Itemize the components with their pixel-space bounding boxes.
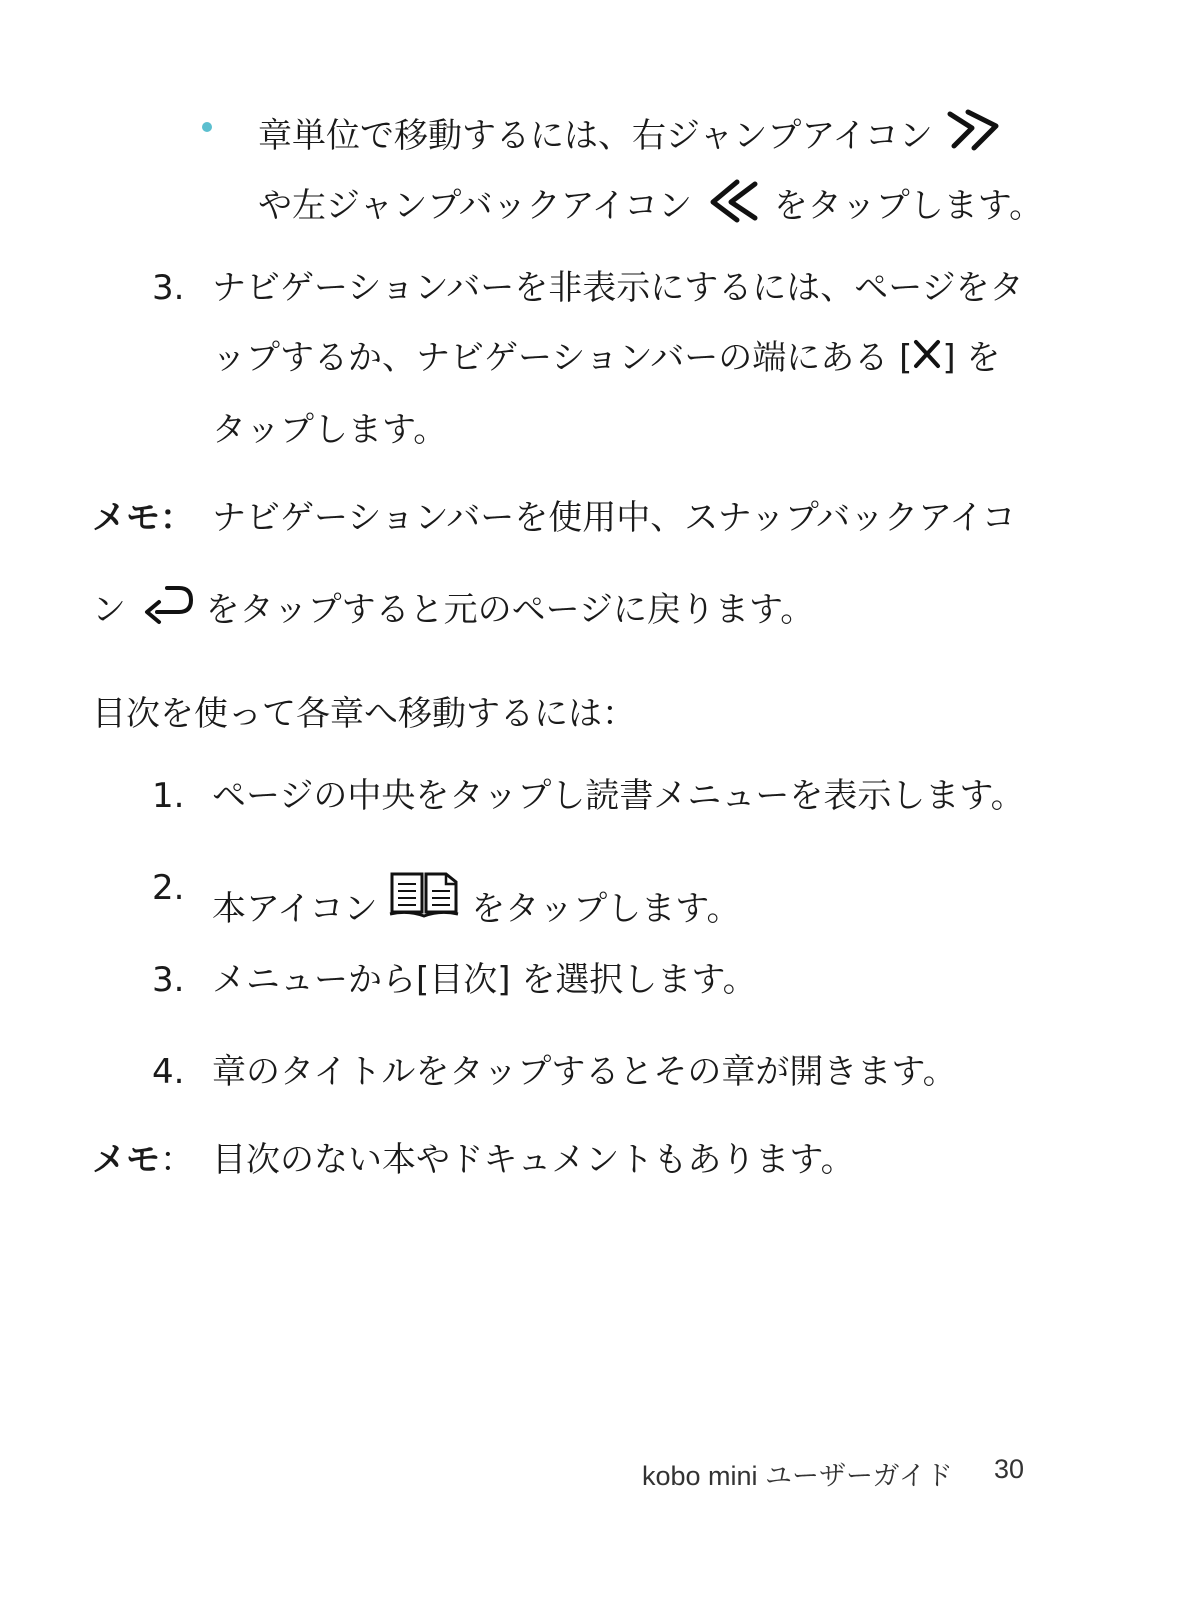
step-3-line-2 [212,336,1000,383]
toc-step-1-text: ページの中央をタップし読書メニューを表示します。 [212,776,1025,816]
double-chevron-right-icon [944,106,1004,169]
footer-guide-title: kobo mini ユーザーガイド [642,1461,953,1491]
memo-1-text-2a: ン [92,590,126,630]
toc-step-3-number: 3. [152,960,185,1000]
memo-1-text-2b: をタップすると元のページに戻ります。 [205,590,815,630]
toc-step-2-text-a: 本アイコン [212,889,378,929]
toc-intro: 目次を使って各章へ移動するには： [92,694,636,734]
step-3-line-3: タップします。 [212,410,448,450]
toc-step-4-number: 4. [152,1052,185,1092]
toc-step-3-text: メニューから[目次] を選択します。 [212,960,757,1000]
bullet-dot [202,122,212,132]
memo-2-label: メモ [92,1140,160,1180]
step-3-text-2b: ] を [942,338,1001,378]
toc-step-1-number: 1. [152,776,185,816]
bullet-text-2b: をタップします。 [773,186,1044,226]
toc-step-4-text: 章のタイトルをタップするとその章が開きます。 [212,1052,957,1092]
bullet-text-2a: や左ジャンプバックアイコン [258,186,693,226]
bullet-line-2 [258,176,1043,239]
memo-2-label-line [92,1138,194,1182]
open-book-icon [388,866,460,931]
step-3-line-1: ナビゲーションバーを非表示にするには、ページをタ [212,268,1024,308]
snap-back-arrow-icon [137,582,195,641]
bullet-line-1 [258,106,1004,169]
step-3-number: 3. [152,268,185,308]
toc-step-2-text-b: をタップします。 [471,889,741,929]
toc-step-2-line [212,866,741,931]
close-x-icon [912,336,942,383]
memo-1-line-1: ナビゲーションバーを使用中、スナップバックアイコ [212,498,1016,538]
toc-step-2-number: 2. [152,868,185,908]
memo-2-colon: ： [160,1140,194,1180]
memo-label: メモ： [92,498,194,538]
bullet-text-1: 章単位で移動するには、右ジャンプアイコン [258,116,933,156]
double-chevron-left-icon [703,176,763,239]
memo-1-line-2 [92,582,814,641]
step-3-text-2a: ップするか、ナビゲーションバーの端にある [ [212,338,913,378]
footer-page-number: 30 [994,1454,1025,1484]
memo-2-text: 目次のない本やドキュメントもあります。 [212,1140,855,1180]
